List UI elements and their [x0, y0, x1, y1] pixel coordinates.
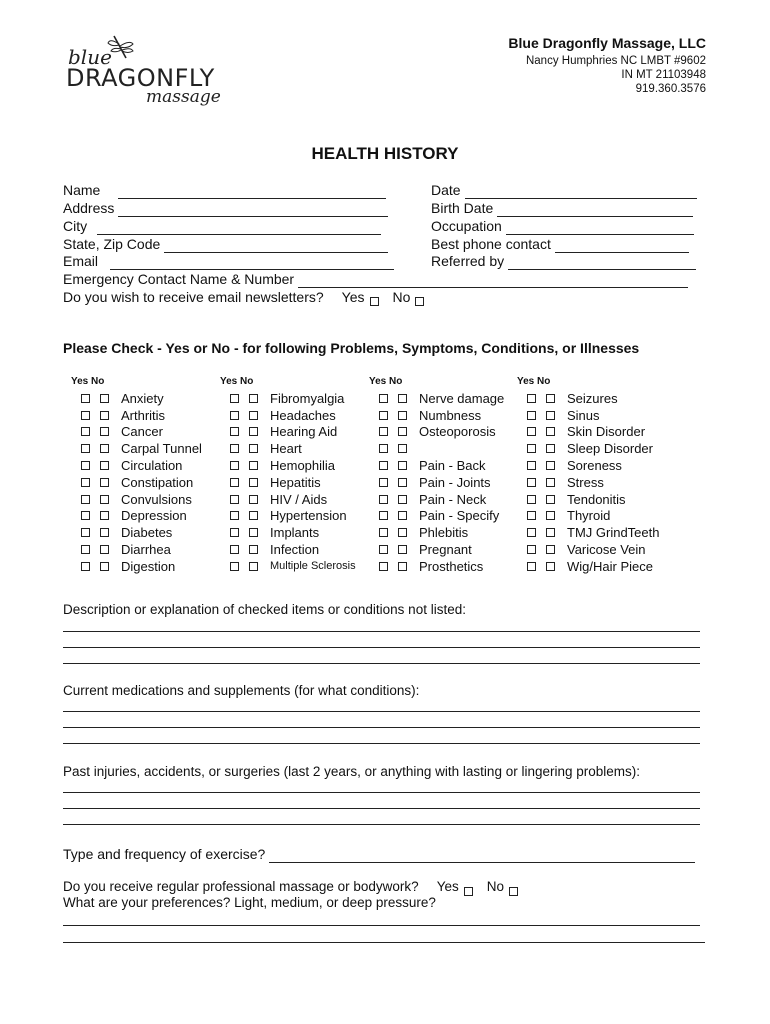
yes-checkbox[interactable]	[230, 495, 239, 504]
license-line-2: IN MT 21103948	[621, 69, 706, 81]
condition-label: Sleep Disorder	[567, 441, 653, 457]
yes-no-header: Yes No	[517, 376, 551, 387]
yes-no-header: Yes No	[220, 376, 254, 387]
massage-no-checkbox[interactable]	[509, 887, 518, 896]
condition-label: Circulation	[121, 458, 183, 474]
condition-row	[361, 558, 504, 575]
condition-row	[361, 424, 504, 441]
condition-label: Carpal Tunnel	[121, 441, 202, 457]
condition-row	[212, 424, 356, 441]
no-checkbox[interactable]	[398, 394, 407, 403]
condition-row	[63, 440, 202, 457]
condition-row	[509, 390, 659, 407]
condition-label: Osteoporosis	[419, 424, 496, 440]
condition-row	[63, 424, 202, 441]
address-input-line[interactable]	[118, 202, 388, 217]
condition-label: Thyroid	[567, 508, 611, 524]
condition-label: Sinus	[567, 407, 600, 423]
condition-label: Depression	[121, 508, 187, 524]
yes-checkbox[interactable]	[81, 444, 90, 453]
condition-row	[212, 491, 356, 508]
state-zip-label: State, Zip Code	[63, 236, 161, 252]
no-checkbox[interactable]	[546, 444, 555, 453]
yes-checkbox[interactable]	[527, 511, 536, 520]
condition-row	[361, 541, 504, 558]
no-checkbox[interactable]	[249, 545, 258, 554]
condition-row	[63, 491, 202, 508]
page-title: HEALTH HISTORY	[311, 144, 459, 163]
no-checkbox[interactable]	[546, 528, 555, 537]
yes-checkbox[interactable]	[379, 461, 388, 470]
exercise-input-line[interactable]	[269, 848, 695, 863]
no-checkbox[interactable]	[546, 511, 555, 520]
no-checkbox[interactable]	[546, 562, 555, 571]
birth-date-field[interactable]	[431, 199, 693, 217]
massage-question	[63, 878, 518, 896]
referred-label: Referred by	[431, 253, 505, 269]
birth-date-label: Birth Date	[431, 200, 494, 216]
condition-row	[509, 524, 659, 541]
logo-word-blue: blue	[68, 45, 112, 69]
exercise-field[interactable]	[63, 845, 695, 863]
condition-row	[63, 524, 202, 541]
condition-label: Pain - Back	[419, 458, 486, 474]
state-zip-field[interactable]	[63, 235, 388, 253]
no-checkbox[interactable]	[398, 444, 407, 453]
yes-checkbox[interactable]	[81, 528, 90, 537]
yes-checkbox[interactable]	[527, 528, 536, 537]
no-checkbox[interactable]	[546, 545, 555, 554]
condition-row	[361, 524, 504, 541]
condition-label: Pain - Joints	[419, 474, 491, 490]
condition-row	[212, 558, 356, 575]
massage-label: Do you receive regular professional massage or bodywork?	[63, 879, 419, 894]
yes-checkbox[interactable]	[230, 545, 239, 554]
yes-checkbox[interactable]	[379, 411, 388, 420]
city-input-line[interactable]	[97, 220, 381, 235]
condition-label: Hearing Aid	[270, 424, 338, 440]
condition-row	[509, 541, 659, 558]
yes-checkbox[interactable]	[379, 545, 388, 554]
answer-line[interactable]	[63, 631, 700, 632]
no-checkbox[interactable]	[100, 562, 109, 571]
conditions-column-3	[361, 376, 504, 575]
newsletter-no-checkbox[interactable]	[415, 297, 424, 306]
condition-row	[63, 407, 202, 424]
condition-row	[509, 558, 659, 575]
yes-checkbox[interactable]	[527, 394, 536, 403]
answer-line[interactable]	[63, 727, 700, 728]
condition-row	[361, 440, 504, 457]
condition-row	[509, 474, 659, 491]
condition-label: Stress	[567, 474, 604, 490]
condition-label: Headaches	[270, 407, 336, 423]
description-question: Description or explanation of checked items or conditions not listed:	[63, 602, 466, 617]
email-field[interactable]	[63, 252, 394, 270]
condition-row	[361, 407, 504, 424]
condition-label: Pain - Specify	[419, 508, 500, 524]
condition-label: Prosthetics	[419, 558, 484, 574]
condition-label: Pregnant	[419, 542, 472, 558]
emergency-label: Emergency Contact Name & Number	[63, 271, 295, 287]
logo-word-dragonfly: DRAGONFLY	[66, 64, 215, 92]
no-checkbox[interactable]	[398, 562, 407, 571]
condition-label: Infection	[270, 542, 320, 558]
occupation-input-line[interactable]	[506, 220, 694, 235]
no-checkbox[interactable]	[398, 495, 407, 504]
date-input-line[interactable]	[465, 184, 697, 199]
condition-row	[361, 390, 504, 407]
email-input-line[interactable]	[110, 255, 394, 270]
condition-row	[212, 457, 356, 474]
yes-checkbox[interactable]	[379, 495, 388, 504]
medications-question: Current medications and supplements (for what conditions):	[63, 683, 420, 698]
condition-label: Heart	[270, 441, 302, 457]
yes-checkbox[interactable]	[379, 427, 388, 436]
name-input-line[interactable]	[118, 184, 386, 199]
no-checkbox[interactable]	[249, 511, 258, 520]
company-name: Blue Dragonfly Massage, LLC	[508, 35, 706, 51]
phone-input-line[interactable]	[555, 238, 689, 253]
yes-checkbox[interactable]	[379, 444, 388, 453]
no-checkbox[interactable]	[100, 394, 109, 403]
yes-checkbox[interactable]	[379, 394, 388, 403]
condition-row	[212, 440, 356, 457]
no-checkbox[interactable]	[546, 461, 555, 470]
condition-label: Hepatitis	[270, 474, 321, 490]
yes-no-header: Yes No	[71, 376, 105, 387]
massage-no-label: No	[486, 879, 504, 894]
no-checkbox[interactable]	[398, 427, 407, 436]
occupation-label: Occupation	[431, 218, 502, 234]
condition-label: Anxiety	[121, 390, 164, 406]
condition-row	[509, 407, 659, 424]
no-checkbox[interactable]	[100, 545, 109, 554]
yes-checkbox[interactable]	[379, 478, 388, 487]
city-label: City	[63, 218, 88, 234]
name-field[interactable]	[63, 181, 386, 199]
yes-checkbox[interactable]	[527, 545, 536, 554]
no-checkbox[interactable]	[546, 495, 555, 504]
no-checkbox[interactable]	[249, 528, 258, 537]
yes-checkbox[interactable]	[230, 528, 239, 537]
answer-line[interactable]	[63, 743, 700, 744]
condition-label: Implants	[270, 525, 320, 541]
conditions-column-2	[212, 376, 356, 575]
yes-checkbox[interactable]	[81, 394, 90, 403]
yes-checkbox[interactable]	[81, 478, 90, 487]
answer-line[interactable]	[63, 663, 700, 664]
address-field[interactable]	[63, 199, 388, 217]
condition-label: Fibromyalgia	[270, 390, 345, 406]
no-checkbox[interactable]	[546, 478, 555, 487]
condition-row	[63, 474, 202, 491]
condition-label: Soreness	[567, 458, 622, 474]
logo-word-massage: massage	[146, 87, 221, 106]
no-checkbox[interactable]	[100, 461, 109, 470]
date-label: Date	[431, 182, 461, 198]
massage-yes-checkbox[interactable]	[464, 887, 473, 896]
yes-checkbox[interactable]	[230, 427, 239, 436]
no-checkbox[interactable]	[398, 528, 407, 537]
no-checkbox[interactable]	[100, 528, 109, 537]
yes-checkbox[interactable]	[230, 478, 239, 487]
company-phone: 919.360.3576	[635, 83, 706, 95]
yes-checkbox[interactable]	[527, 495, 536, 504]
no-checkbox[interactable]	[398, 478, 407, 487]
condition-row	[212, 524, 356, 541]
yes-no-header: Yes No	[369, 376, 403, 387]
name-label: Name	[63, 182, 101, 198]
yes-checkbox[interactable]	[527, 562, 536, 571]
yes-checkbox[interactable]	[230, 511, 239, 520]
no-checkbox[interactable]	[249, 427, 258, 436]
no-checkbox[interactable]	[398, 545, 407, 554]
no-checkbox[interactable]	[249, 444, 258, 453]
email-label: Email	[63, 253, 99, 269]
condition-label: HIV / Aids	[270, 491, 328, 507]
condition-row	[509, 457, 659, 474]
yes-checkbox[interactable]	[527, 411, 536, 420]
condition-label: Diabetes	[121, 525, 173, 541]
condition-row	[212, 474, 356, 491]
answer-line[interactable]	[63, 942, 705, 943]
condition-label: Constipation	[121, 474, 194, 490]
company-info	[508, 36, 706, 96]
no-checkbox[interactable]	[100, 411, 109, 420]
no-checkbox[interactable]	[249, 495, 258, 504]
condition-label: Multiple Sclerosis	[270, 560, 356, 573]
newsletter-no-label: No	[392, 289, 411, 305]
condition-row	[361, 457, 504, 474]
yes-checkbox[interactable]	[81, 411, 90, 420]
newsletter-yes-checkbox[interactable]	[370, 297, 379, 306]
no-checkbox[interactable]	[546, 411, 555, 420]
condition-row	[509, 508, 659, 525]
condition-label: Tendonitis	[567, 491, 626, 507]
condition-label: Skin Disorder	[567, 424, 646, 440]
condition-label: Nerve damage	[419, 390, 505, 406]
license-line: Nancy Humphries NC LMBT #9602	[525, 55, 706, 67]
yes-checkbox[interactable]	[379, 511, 388, 520]
condition-label: Hemophilia	[270, 458, 336, 474]
birth-date-input-line[interactable]	[497, 202, 693, 217]
exercise-label: Type and frequency of exercise?	[63, 846, 266, 862]
yes-checkbox[interactable]	[527, 478, 536, 487]
answer-line[interactable]	[63, 824, 700, 825]
no-checkbox[interactable]	[546, 427, 555, 436]
answer-line[interactable]	[63, 792, 700, 793]
condition-label: Digestion	[121, 558, 176, 574]
condition-label: Convulsions	[121, 491, 192, 507]
condition-label: Phlebitis	[419, 525, 469, 541]
condition-row	[63, 508, 202, 525]
condition-label: Hypertension	[270, 508, 347, 524]
no-checkbox[interactable]	[398, 511, 407, 520]
condition-row	[63, 541, 202, 558]
checklist-heading: Please Check - Yes or No - for following Problems, Symptoms, Conditions, or Illnesses	[63, 340, 640, 356]
condition-label: Varicose Vein	[567, 542, 646, 558]
date-field[interactable]	[431, 181, 697, 199]
yes-checkbox[interactable]	[230, 461, 239, 470]
no-checkbox[interactable]	[398, 461, 407, 470]
condition-row	[361, 508, 504, 525]
no-checkbox[interactable]	[100, 511, 109, 520]
no-checkbox[interactable]	[249, 461, 258, 470]
condition-row	[509, 424, 659, 441]
condition-row	[212, 541, 356, 558]
no-checkbox[interactable]	[546, 394, 555, 403]
condition-label: TMJ GrindTeeth	[567, 525, 660, 541]
yes-checkbox[interactable]	[379, 528, 388, 537]
yes-checkbox[interactable]	[81, 461, 90, 470]
yes-checkbox[interactable]	[81, 562, 90, 571]
no-checkbox[interactable]	[249, 562, 258, 571]
yes-checkbox[interactable]	[230, 394, 239, 403]
condition-row	[509, 440, 659, 457]
yes-checkbox[interactable]	[230, 444, 239, 453]
emergency-input-line[interactable]	[298, 273, 688, 288]
condition-label: Diarrhea	[121, 542, 171, 558]
no-checkbox[interactable]	[398, 411, 407, 420]
yes-checkbox[interactable]	[527, 461, 536, 470]
condition-label: Arthritis	[121, 407, 166, 423]
condition-label: Wig/Hair Piece	[567, 558, 653, 574]
answer-line[interactable]	[63, 808, 700, 809]
condition-row	[361, 474, 504, 491]
emergency-field[interactable]	[63, 270, 688, 288]
yes-checkbox[interactable]	[230, 562, 239, 571]
no-checkbox[interactable]	[100, 478, 109, 487]
conditions-column-1	[63, 376, 202, 575]
no-checkbox[interactable]	[100, 427, 109, 436]
answer-line[interactable]	[63, 647, 700, 648]
newsletter-yes-label: Yes	[341, 289, 365, 305]
phone-label: Best phone contact	[431, 236, 551, 252]
condition-label: Pain - Neck	[419, 491, 487, 507]
condition-row	[212, 390, 356, 407]
address-label: Address	[63, 200, 115, 216]
no-checkbox[interactable]	[100, 444, 109, 453]
condition-label: Cancer	[121, 424, 163, 440]
yes-checkbox[interactable]	[230, 411, 239, 420]
yes-checkbox[interactable]	[379, 562, 388, 571]
condition-label: Seizures	[567, 390, 618, 406]
yes-checkbox[interactable]	[81, 495, 90, 504]
state-zip-input-line[interactable]	[164, 238, 388, 253]
injuries-question: Past injuries, accidents, or surgeries (last 2 years, or anything with lasting or lingering problems):	[63, 764, 641, 779]
yes-checkbox[interactable]	[81, 427, 90, 436]
occupation-field[interactable]	[431, 217, 694, 235]
no-checkbox[interactable]	[249, 411, 258, 420]
answer-line[interactable]	[63, 711, 700, 712]
yes-checkbox[interactable]	[527, 427, 536, 436]
condition-row	[63, 558, 202, 575]
no-checkbox[interactable]	[249, 394, 258, 403]
city-field[interactable]	[63, 217, 381, 235]
condition-row	[361, 491, 504, 508]
massage-yes-label: Yes	[436, 879, 459, 894]
newsletter-label: Do you wish to receive email newsletters?	[63, 289, 324, 305]
yes-checkbox[interactable]	[527, 444, 536, 453]
no-checkbox[interactable]	[100, 495, 109, 504]
condition-row	[509, 491, 659, 508]
referred-input-line[interactable]	[508, 255, 696, 270]
phone-field[interactable]	[431, 235, 689, 253]
condition-label: Numbness	[419, 407, 482, 423]
condition-row	[63, 390, 202, 407]
yes-checkbox[interactable]	[81, 545, 90, 554]
no-checkbox[interactable]	[249, 478, 258, 487]
condition-row	[212, 407, 356, 424]
referred-field[interactable]	[431, 252, 696, 270]
company-logo	[62, 34, 257, 106]
newsletter-question	[63, 288, 424, 306]
condition-row	[63, 457, 202, 474]
condition-row	[212, 508, 356, 525]
yes-checkbox[interactable]	[81, 511, 90, 520]
answer-line[interactable]	[63, 925, 700, 926]
conditions-column-4	[509, 376, 659, 575]
preferences-question: What are your preferences? Light, medium, or deep pressure?	[63, 895, 436, 910]
